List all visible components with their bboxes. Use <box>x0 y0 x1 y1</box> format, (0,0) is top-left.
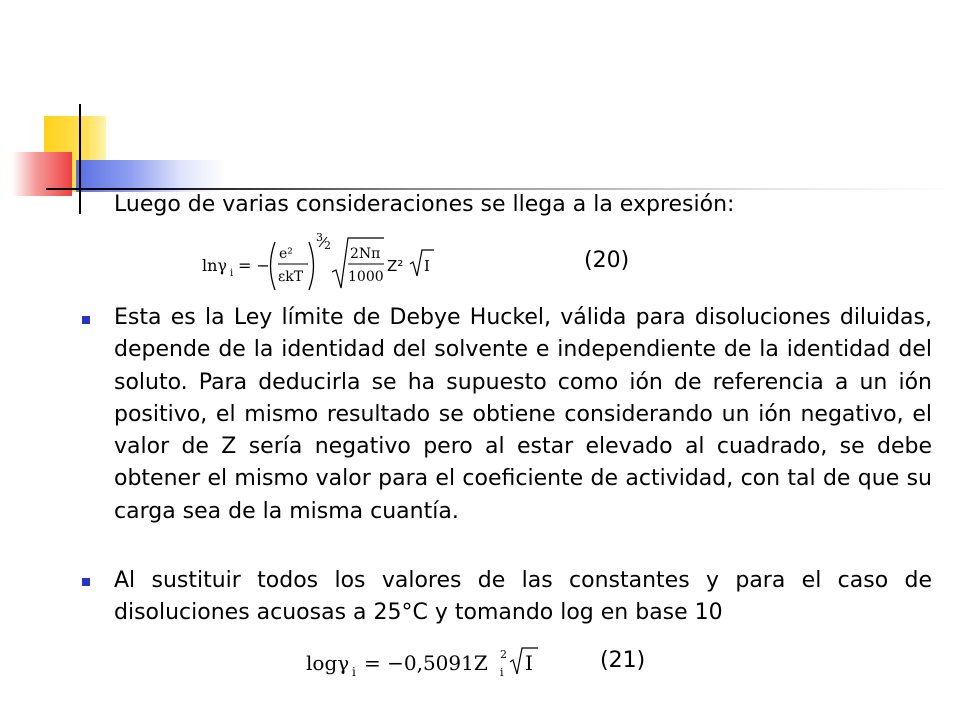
eq21-rhs: = −0,5091Z <box>364 651 488 675</box>
eq20-equals: = − <box>238 256 270 275</box>
eq20-i: I <box>424 257 430 275</box>
yellow-square <box>44 116 106 192</box>
bullet-marker-3 <box>82 578 90 586</box>
eq21-z-sup: 2 <box>500 648 507 661</box>
equation-21 <box>304 640 544 684</box>
equation-20 <box>200 228 450 294</box>
eq20-sqrt-den: 1000 <box>348 269 384 285</box>
eq20-exp-den: 2 <box>324 239 331 252</box>
bullet-marker-2 <box>82 316 90 324</box>
eq20-lhs: lnγ <box>202 256 227 275</box>
eq21-sub: i <box>352 665 356 679</box>
red-square <box>12 152 72 196</box>
vertical-rule <box>79 104 81 214</box>
eq21-i: I <box>525 651 533 675</box>
bullet-text-2: Esta es la Ley límite de Debye Huckel, válida para disoluciones diluidas, depende de la identidad del solvente e independiente de la identidad del soluto. Para deducirla se ha supuesto como ión de referencia a un ión positivo, el mismo resultado se obtiene considerando un ión negativo, el valor de Z sería negativo pero al estar elevado al cuadrado, se debe obtener el mismo valor para el coeficiente de actividad, con tal de que su carga sea de la misma cuantía. <box>114 305 932 524</box>
eq20-exp-num: 3 <box>316 231 323 244</box>
eq21-sqrt-sign <box>510 648 538 674</box>
eq20-sub: i <box>230 268 234 279</box>
eq20-frac-num: e² <box>279 246 293 262</box>
equation-number-20: (20) <box>584 248 630 273</box>
eq20-sqrt-i-sign <box>410 250 434 276</box>
eq20-z-term: Z² <box>387 257 404 275</box>
eq21-z-sub: i <box>500 666 504 679</box>
eq20-frac-den: εkT <box>278 269 304 285</box>
eq20-right-paren <box>309 242 314 290</box>
eq20-left-paren <box>271 242 276 290</box>
blue-bar <box>76 160 226 192</box>
eq20-sqrt-num: 2Nπ <box>350 246 381 262</box>
bullet-text-3: Al sustituir todos los valores de las constantes y para el caso de disoluciones acuosas a 25°C y tomando log en base 10 <box>114 568 932 626</box>
eq21-lhs: logγ <box>306 651 350 675</box>
bullet-text-1: Luego de varias consideraciones se llega a la expresión: <box>114 192 735 217</box>
equation-number-21: (21) <box>600 648 646 673</box>
